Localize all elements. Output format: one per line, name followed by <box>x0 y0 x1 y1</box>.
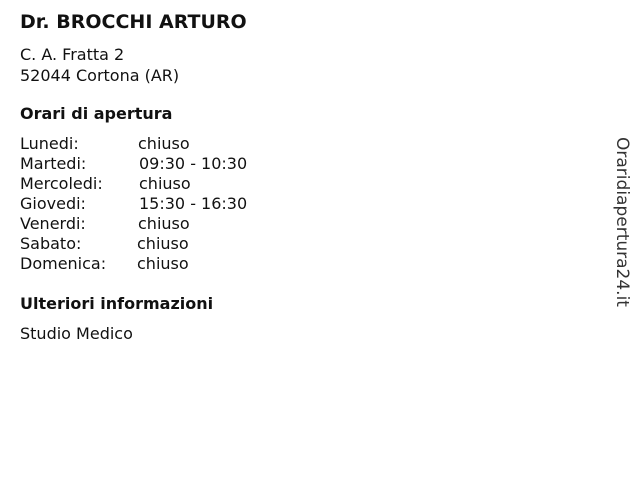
address-street: C. A. Fratta 2 <box>20 45 125 64</box>
business-name: Dr. BROCCHI ARTURO <box>20 11 247 33</box>
day-hours: 09:30 - 10:30 <box>139 154 248 173</box>
address-block <box>20 44 179 86</box>
opening-hours-heading: Orari di apertura <box>20 104 173 123</box>
day-label: Mercoledi: <box>20 174 103 193</box>
day-label: Lunedi: <box>20 134 79 153</box>
day-label: Martedi: <box>20 154 87 173</box>
day-hours: chiuso <box>138 214 190 233</box>
day-hours: chiuso <box>138 134 190 153</box>
site-watermark: Oraridiapertura24.it <box>612 137 632 307</box>
day-hours: chiuso <box>139 174 191 193</box>
address-city: 52044 Cortona (AR) <box>20 66 180 85</box>
day-label: Giovedi: <box>20 194 86 213</box>
day-hours: 15:30 - 16:30 <box>139 194 248 213</box>
business-category: Studio Medico <box>20 324 133 343</box>
day-label: Venerdi: <box>20 214 86 233</box>
day-label: Sabato: <box>20 234 82 253</box>
day-hours: chiuso <box>137 234 189 253</box>
day-hours: chiuso <box>137 254 189 273</box>
day-label: Domenica: <box>20 254 107 273</box>
more-info-heading: Ulteriori informazioni <box>20 294 214 313</box>
